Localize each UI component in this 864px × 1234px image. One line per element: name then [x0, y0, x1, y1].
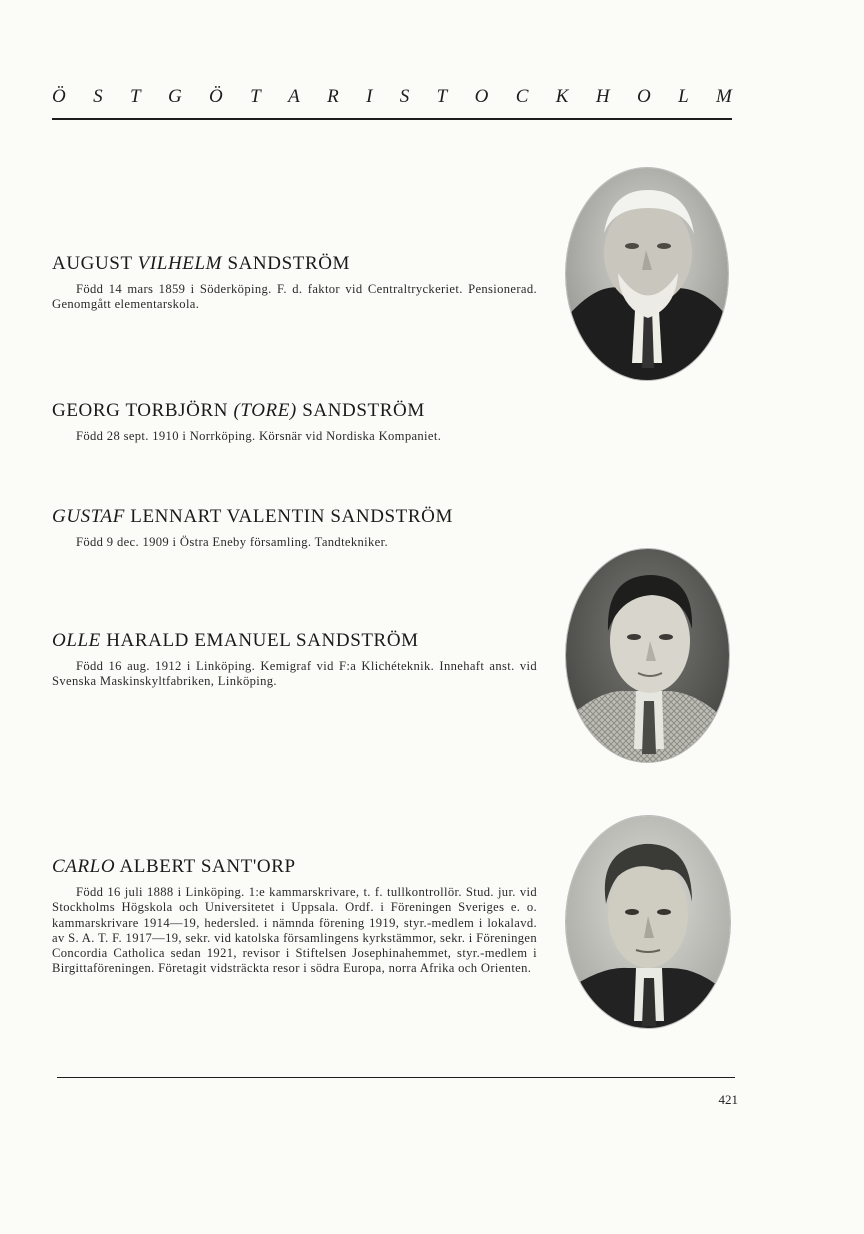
entry-bio: Född 16 aug. 1912 i Linköping. Kemigraf vid F:a Klichéteknik. Innehaft anst. vid Svenska Maskinskyltfabriken, Linköping.	[52, 659, 537, 689]
header-letter: K	[555, 86, 569, 107]
entry-bio: Född 16 juli 1888 i Linköping. 1:e kammarskrivare, t. f. tullkontrollör. Stud. jur. vid Stockholms Högskola och Universitetet i Uppsala. Ordf. i Föreningen Sveriges e. o. kammarskrivare 1914—19, hedersled. i nämnda förening 1919, styr.-medlem i lokalavd. av S. A. T. F. 1917—19, sekr. vid katolska församlingens kyrkstämmor, sekr. i Föreningen Concordia Catholica sedan 1921, revisor i Stiftelsen Josephinahemmet, styr.-medlem i Birgittaföreningen. Företagit vidsträckta resor i södra Europa, norra Afrika och Orienten.	[52, 885, 537, 976]
entry-name: AUGUST VILHELM SANDSTRÖM	[52, 253, 351, 274]
header-letter: Ö	[52, 86, 66, 107]
header-letter: L	[678, 86, 689, 107]
header-letter: M	[716, 86, 732, 107]
header-letter: R	[327, 86, 339, 107]
portrait-photo	[566, 168, 728, 380]
page-number: 421	[718, 1092, 738, 1107]
header-letter: S	[93, 86, 103, 107]
portrait-photo	[566, 549, 729, 762]
header-letter: G	[167, 86, 182, 107]
header-letter: S	[399, 86, 410, 107]
entry-georg-sandstrom	[52, 400, 537, 444]
header-letter: H	[595, 86, 610, 107]
entry-olle-sandstrom	[52, 630, 537, 690]
entry-bio: Född 9 dec. 1909 i Östra Eneby församling. Tandtekniker.	[76, 535, 388, 549]
header-letter: O	[474, 86, 489, 107]
header-letter: A	[288, 86, 300, 107]
portrait-photo	[566, 816, 730, 1028]
entry-gustaf-sandstrom	[52, 506, 537, 550]
header-letter: T	[129, 86, 141, 107]
footer-rule	[57, 1077, 735, 1078]
header-letter: I	[366, 86, 373, 107]
entry-name: OLLE HARALD EMANUEL SANDSTRÖM	[52, 630, 419, 651]
header-letter: O	[636, 86, 651, 107]
entry-bio: Född 14 mars 1859 i Söderköping. F. d. faktor vid Centraltryckeriet. Pensionerad. Genomgått elementarskola.	[52, 282, 537, 312]
entry-name: GEORG TORBJÖRN (TORE) SANDSTRÖM	[52, 400, 425, 421]
header-letter: T	[250, 86, 261, 107]
entry-carlo-santorp	[52, 856, 537, 977]
header-letter: Ö	[209, 86, 223, 107]
entry-name: CARLO ALBERT SANT'ORP	[52, 856, 296, 877]
entry-august-sandstrom	[52, 253, 537, 313]
entry-name: GUSTAF LENNART VALENTIN SANDSTRÖM	[52, 506, 453, 527]
header-letter: C	[515, 86, 529, 107]
header-letter: T	[436, 86, 448, 107]
header-rule	[52, 118, 732, 120]
running-header	[52, 86, 732, 108]
entry-bio: Född 28 sept. 1910 i Norrköping. Körsnär vid Nordiska Kompaniet.	[76, 429, 442, 443]
